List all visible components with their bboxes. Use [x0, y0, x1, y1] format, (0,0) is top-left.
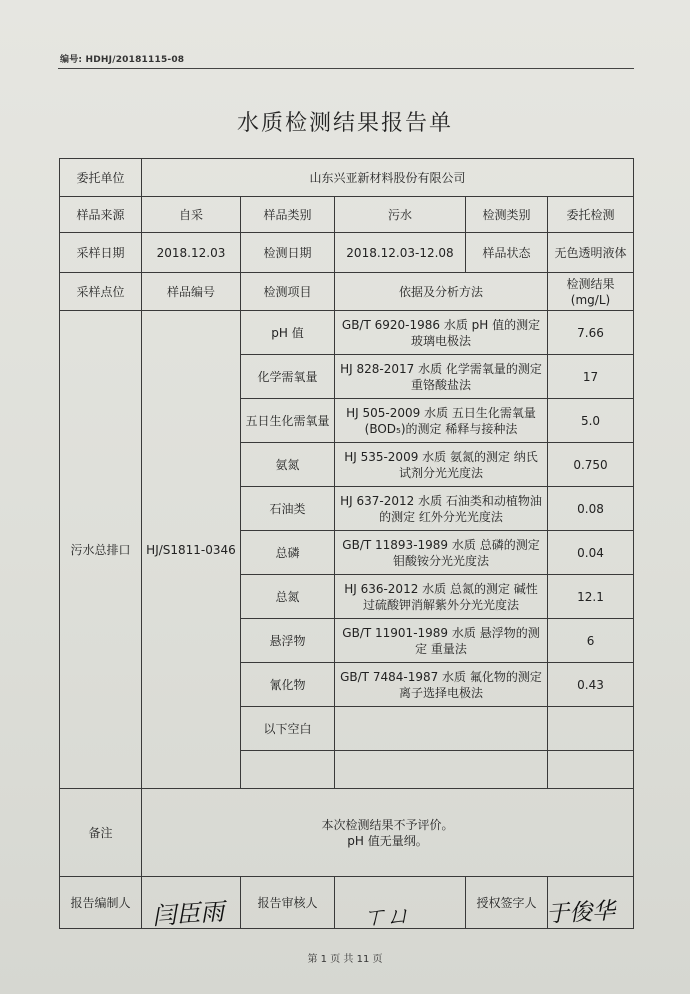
- test-result: 0.04: [548, 531, 634, 575]
- test-date-value: 2018.12.03-12.08: [335, 233, 466, 273]
- remarks-line: pH 值无量纲。: [347, 833, 428, 848]
- sampling-date-label: 采样日期: [60, 233, 142, 273]
- test-method: HJ 828-2017 水质 化学需氧量的测定 重铬酸盐法: [335, 355, 548, 399]
- test-result: 0.08: [548, 487, 634, 531]
- test-item: 氨氮: [241, 443, 335, 487]
- client-value: 山东兴亚新材料股份有限公司: [142, 159, 634, 197]
- col-header-item: 检测项目: [241, 273, 335, 311]
- sample-state-label: 样品状态: [466, 233, 548, 273]
- empty-cell: [241, 751, 335, 789]
- test-item: 总氮: [241, 575, 335, 619]
- reviewed-by-signature: ㄒㄩ: [361, 901, 411, 931]
- test-item: 悬浮物: [241, 619, 335, 663]
- test-method: HJ 505-2009 水质 五日生化需氧量(BOD₅)的测定 稀释与接种法: [335, 399, 548, 443]
- table-row: [60, 311, 634, 355]
- sample-info-row: [60, 197, 634, 233]
- test-date-label: 检测日期: [241, 233, 335, 273]
- empty-cell: [548, 751, 634, 789]
- test-result: 17: [548, 355, 634, 399]
- page-footer: 第 1 页 共 11 页: [307, 954, 383, 965]
- report-title: 水质检测结果报告单: [236, 111, 453, 136]
- test-result: 0.750: [548, 443, 634, 487]
- sample-type-value: 污水: [335, 197, 466, 233]
- test-method: GB/T 11901-1989 水质 悬浮物的测定 重量法: [335, 619, 548, 663]
- blank-below-marker: 以下空白: [241, 707, 335, 751]
- test-type-value: 委托检测: [548, 197, 634, 233]
- test-method: [335, 707, 548, 751]
- report-number: 编号: HDHJ/20181115-08: [60, 55, 185, 65]
- test-item: 石油类: [241, 487, 335, 531]
- test-result: 12.1: [548, 575, 634, 619]
- client-row: [60, 159, 634, 197]
- sample-state-value: 无色透明液体: [548, 233, 634, 273]
- test-method: GB/T 6920-1986 水质 pH 值的测定 玻璃电极法: [335, 311, 548, 355]
- client-label: 委托单位: [60, 159, 142, 197]
- column-header-row: [60, 273, 634, 311]
- test-type-label: 检测类别: [466, 197, 548, 233]
- remarks-label: 备注: [60, 789, 142, 877]
- col-header-sample-no: 样品编号: [142, 273, 241, 311]
- col-header-result: 检测结果(mg/L): [548, 273, 634, 311]
- sample-type-label: 样品类别: [241, 197, 335, 233]
- authorized-by-label: 授权签字人: [466, 877, 548, 929]
- test-method: HJ 535-2009 水质 氨氮的测定 纳氏试剂分光光度法: [335, 443, 548, 487]
- remarks-content: [142, 789, 634, 877]
- test-result: [548, 707, 634, 751]
- test-item: pH 值: [241, 311, 335, 355]
- prepared-by-label: 报告编制人: [60, 877, 142, 929]
- test-result: 7.66: [548, 311, 634, 355]
- report-table: [59, 158, 634, 929]
- date-info-row: [60, 233, 634, 273]
- test-method: HJ 636-2012 水质 总氮的测定 碱性过硫酸钾消解紫外分光光度法: [335, 575, 548, 619]
- empty-cell: [335, 751, 548, 789]
- col-header-method: 依据及分析方法: [335, 273, 548, 311]
- prepared-by-signature: 闫臣雨: [151, 897, 226, 931]
- test-result: 5.0: [548, 399, 634, 443]
- remarks-line: 本次检测结果不予评价。: [321, 817, 454, 832]
- sample-number: HJ/S1811-0346: [142, 311, 241, 789]
- authorized-by-signature: 于俊华: [545, 898, 616, 928]
- test-result: 6: [548, 619, 634, 663]
- sampling-date-value: 2018.12.03: [142, 233, 241, 273]
- test-method: HJ 637-2012 水质 石油类和动植物油的测定 红外分光光度法: [335, 487, 548, 531]
- test-item: 化学需氧量: [241, 355, 335, 399]
- test-result: 0.43: [548, 663, 634, 707]
- test-item: 总磷: [241, 531, 335, 575]
- sample-source-value: 自采: [142, 197, 241, 233]
- reviewed-by-label: 报告审核人: [241, 877, 335, 929]
- sample-source-label: 样品来源: [60, 197, 142, 233]
- col-header-point: 采样点位: [60, 273, 142, 311]
- remarks-row: [60, 789, 634, 877]
- header-rule: [58, 68, 634, 69]
- sampling-point: 污水总排口: [60, 311, 142, 789]
- test-item: 五日生化需氧量: [241, 399, 335, 443]
- test-item: 氰化物: [241, 663, 335, 707]
- test-method: GB/T 11893-1989 水质 总磷的测定 钼酸铵分光光度法: [335, 531, 548, 575]
- test-method: GB/T 7484-1987 水质 氟化物的测定 离子选择电极法: [335, 663, 548, 707]
